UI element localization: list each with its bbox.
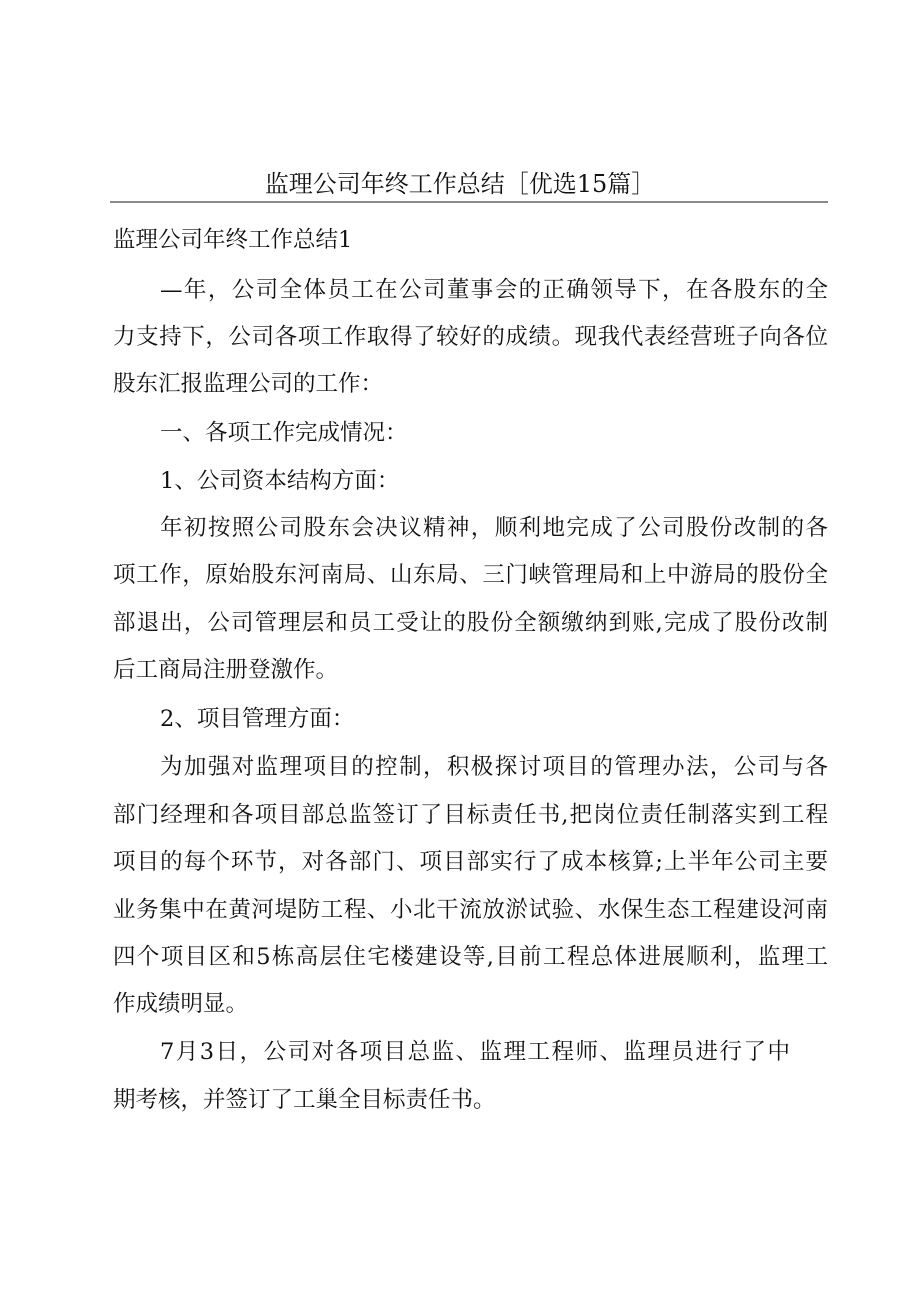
paragraph-line: 业务集中在黄河堤防工程、小北干流放淤试验、水保生态工程建设河南 [113,897,828,923]
section-heading: 监理公司年终工作总结1 [113,227,353,253]
paragraph-line: 项工作，原始股东河南局、山东局、三门峡管理局和上中游局的股份全 [113,562,828,588]
paragraph-line: 作成绩明显。 [113,991,249,1017]
paragraph-line: 7月3日，公司对各项目总监、监理工程师、监理员进行了中 [160,1039,790,1065]
subheading: 1、公司资本结构方面： [160,468,400,494]
paragraph-line: 四个项目区和5栋高层住宅楼建设等,目前工程总体进展顺利，监理工 [113,944,828,970]
paragraph-line: —年，公司全体员工在公司董事会的正确领导下，在各股东的全 [160,277,828,303]
paragraph-line: 力支持下，公司各项工作取得了较好的成绩。现我代表经营班子向各位 [113,324,828,350]
paragraph-line: 期考核，并签订了工巢全目标责任书。 [113,1087,496,1113]
paragraph-line: 部退出，公司管理层和员工受让的股份全额缴纳到账,完成了股份改制 [113,610,828,636]
paragraph-line: 年初按照公司股东会决议精神，顺利地完成了公司股份改制的各 [160,515,828,541]
title-divider [110,201,828,203]
subheading: 一、各项工作完成情况： [160,420,408,446]
document-title: 监理公司年终工作总结［优选15篇］ [264,170,656,198]
subheading: 2、项目管理方面： [160,706,355,732]
paragraph-line: 股东汇报监理公司的工作： [113,371,384,397]
paragraph-line: 部门经理和各项目部总监签订了目标责任书,把岗位责任制落实到工程 [113,802,828,828]
paragraph-line: 为加强对监理项目的控制，积极探讨项目的管理办法，公司与各 [160,754,828,780]
paragraph-line: 项目的每个环节，对各部门、项目部实行了成本核算;上半年公司主要 [113,849,828,875]
paragraph-line: 后工商局注册登激作。 [113,657,339,683]
